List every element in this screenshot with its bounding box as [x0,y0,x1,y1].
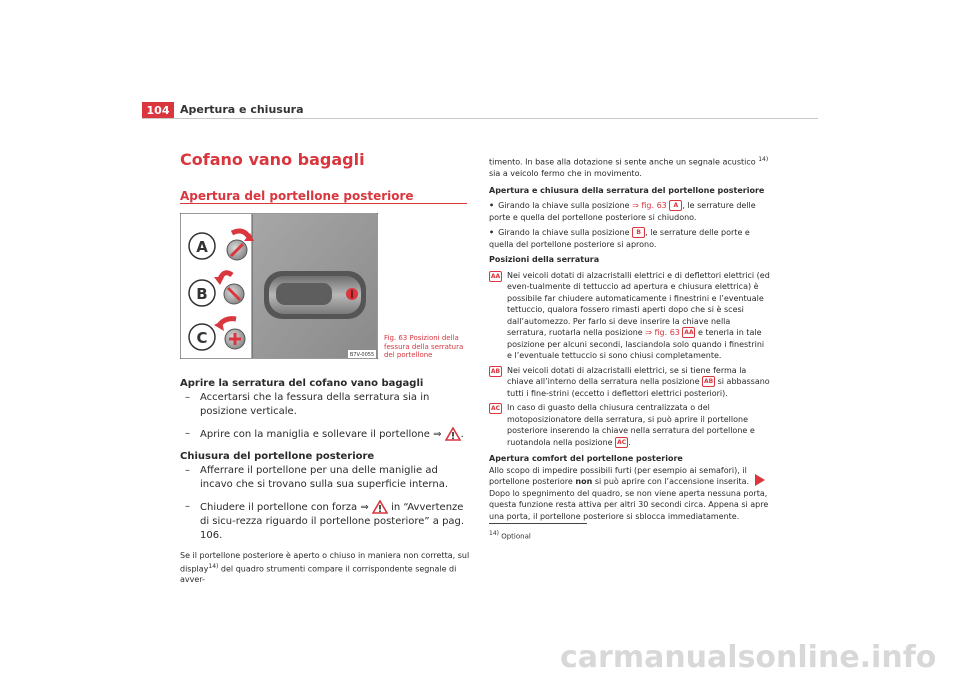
open-step-2-end: . [460,429,464,440]
close-step-2-text: Chiudere il portellone con forza ⇒ [200,502,369,513]
section-title: Apertura del portellone posteriore [180,189,414,203]
display-note [180,551,470,585]
figure-label-b: B [196,285,208,303]
comfort-emphasis: non [575,477,593,487]
figure-caption: Fig. 63 Posizioni della fessura della serratura del portellone [384,334,464,359]
position-aa-text: Nei veicoli dotati di alzacristalli elettrici e di deflettori elettrici (ed even-tualmente di tettuccio ad apertura e chiusura elettrica) è possibile far chiudere automaticamente i finestrini e l’eventuale tettuccio, qualora fossero rimasti aperti dopo che si è scesi dall’automezzo. Per farlo si deve inserire la chiave nella serratura, ruotarla nella posizione [507,270,770,338]
warning-icon [445,427,461,441]
lock-positions-figure [180,213,378,359]
right-column [489,154,771,522]
left-column [180,377,470,585]
page-number: 104 [142,102,174,119]
figure-label-c: C [196,329,208,347]
footnote-text: Optional [501,532,531,541]
close-step-2-link[interactable]: in “Avvertenze di sicu-rezza riguardo il portellone posteriore” a pag. 106. [200,502,465,541]
position-ac-text: In caso di guasto della chiusura centralizzata o del motoposizionatore della serratura, si può aprire il portellone posteriore inserendo la chiave nella serratura del portellone e ruotandola nella posizione [507,403,755,447]
position-ab-item [489,365,771,400]
positions-heading: Posizioni della serratura [489,255,600,265]
figure-label-a: A [196,238,208,256]
continuation-text [489,154,771,180]
continuation-a: timento. In base alla dotazione si sente anche un segnale acustico [489,157,759,167]
lock-heading: Apertura e chiusura della serratura del portellone posteriore [489,185,765,195]
open-step-2-text: Aprire con la maniglia e sollevare il portellone ⇒ [200,429,442,440]
bullet-2-text-2: , le serrature delle porte e quella del portellone posteriore si aprono. [489,228,750,249]
header-rule [142,118,818,119]
fig-reference-link[interactable]: ⇒ fig. 63 [645,328,680,338]
bullet-2-text: Girando la chiave sulla posizione [498,228,633,238]
fig-reference-link[interactable]: ⇒ fig. 63 [632,201,667,211]
footnote-ref: 14) [208,562,219,570]
position-badge-aa-inline: AA [684,329,694,337]
comfort-text-b: si può aprire con l’accensione inserita. Dopo lo spegnimento del quadro, se non viene aperta nessuna porta, questa funzione resta attiva per altri 30 secondi circa. Appena si apre una porta, il portellone posteriore si sblocca immediatamente. [489,477,769,521]
position-badge-ab-inline: AB [703,378,714,386]
position-badge-ac: AC [490,405,501,413]
position-ac-text-2: . [628,437,631,447]
open-step-1: – Accertarsi che la fessura della serratura sia in posizione verticale. [180,391,470,419]
comfort-text-a: Allo scopo di impedire possibili furti (per esempio ai semafori), il portellone posteriore [489,465,747,487]
page-title: Cofano vano bagagli [180,150,365,169]
close-step-2 [180,500,470,543]
comfort-text [489,465,771,523]
open-heading: Aprire la serratura del cofano vano bagagli [180,378,424,389]
bullet-1-text-2: , le serrature delle porte e quella del portellone posteriore si chiudono. [489,201,756,222]
section-rule [180,203,467,204]
footnote [489,530,531,540]
position-aa-item [489,270,771,362]
bullet-item: • Girando la chiave sulla posizione B , le serrature delle porte e quella del portellone posteriore si aprono. [489,228,750,249]
footnote-mark: 14) [489,530,499,537]
close-heading: Chiusura del portellone posteriore [180,451,375,462]
footnote-ref: 14) [758,156,769,163]
position-badge-a: A [669,200,682,211]
continuation-b: sia a veicolo fermo che in movimento. [489,169,642,179]
position-badge-ab: AB [490,367,501,375]
position-aa-text-2: e tenerla in tale posizione per alcuni secondi, lasciandola solo quando i finestrini e l’eventuale tettuccio si sono chiusi completamente. [507,328,765,361]
close-step-1: – Afferrare il portellone per una delle maniglie ad incavo che si trovano sulla sua superficie interna. [180,464,470,492]
footnote-rule [489,523,587,524]
watermark: carmanualsonline.info [560,640,937,675]
display-note-text-2: del quadro strumenti compare il corrispondente segnale di avver- [180,564,457,584]
open-step-2 [180,427,470,442]
position-badge-ac-inline: AC [617,438,627,446]
comfort-heading: Apertura comfort del portellone posteriore [489,454,683,464]
position-ab-text: Nei veicoli dotati di alzacristalli elettrici, se si tiene ferma la chiave all’interno della serratura nella posizione [507,365,747,387]
bullet-1-text: Girando la chiave sulla posizione [498,201,633,211]
position-badge-aa: AA [490,272,501,280]
bullet-item: • Girando la chiave sulla posizione ⇒ fig. 63 A , le serrature delle porte e quella del portellone posteriore si chiudono. [489,201,756,222]
figure-code: B7V-0055 [349,352,375,358]
display-note-text: Se il portellone posteriore è aperto o chiuso in maniera non corretta, sul display [180,551,470,574]
next-page-arrow-icon[interactable] [754,473,766,487]
warning-icon [372,500,388,514]
position-ac-item [489,402,771,448]
position-badge-b: B [632,227,645,238]
position-ab-text-2: si abbassano tutti i fine-strini (eccetto i deflettori elettrici posteriori). [507,377,770,398]
running-title: Apertura e chiusura [180,103,304,116]
